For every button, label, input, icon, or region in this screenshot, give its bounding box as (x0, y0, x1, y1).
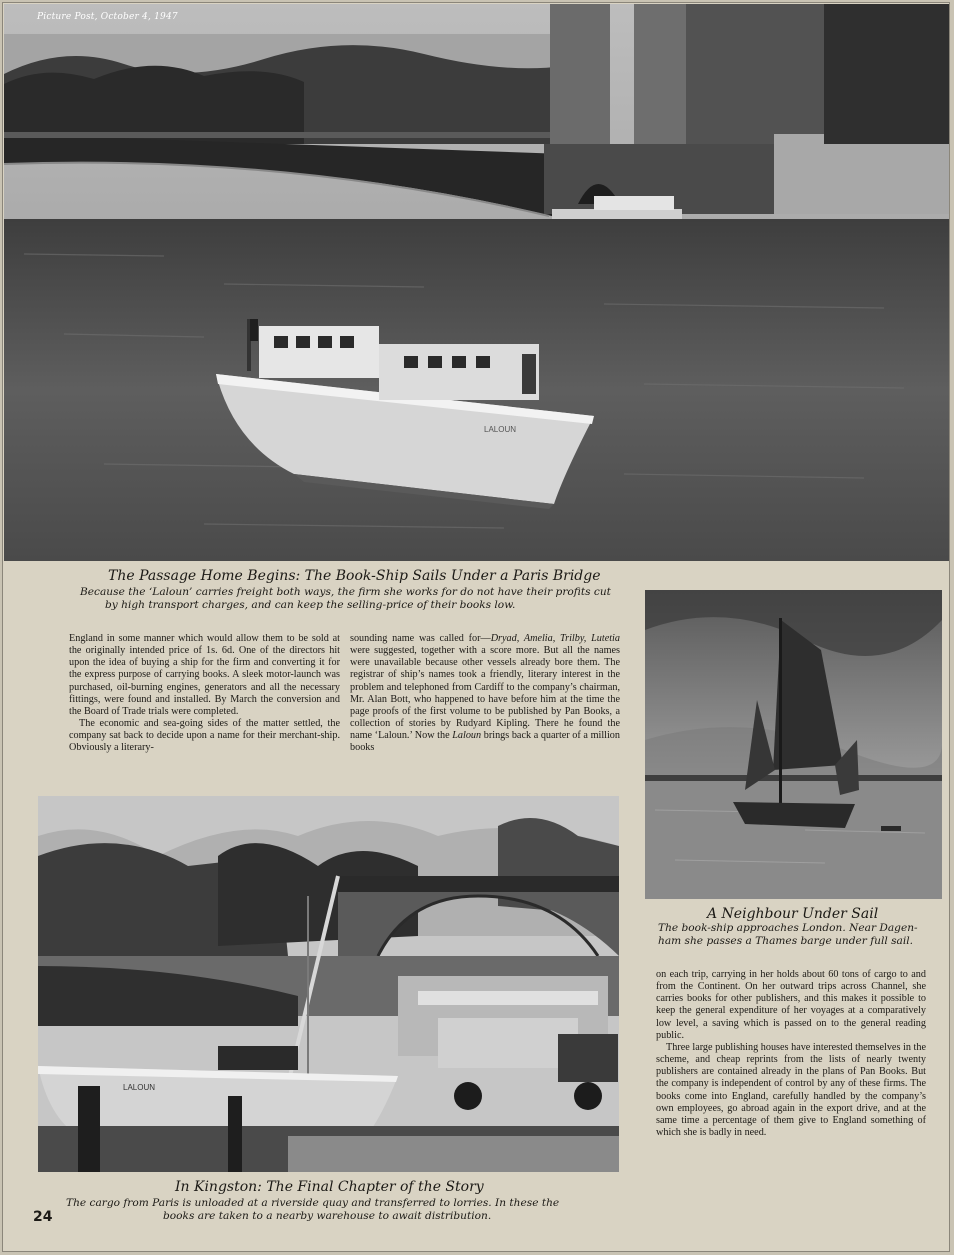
article-column-2 (350, 633, 620, 755)
hull-name-label: LALOUN (484, 425, 517, 434)
kingston-photo-caption-line-2: books are taken to a nearby warehouse to await distribution. (163, 1210, 492, 1222)
sail-photo-caption-line-2: ham she passes a Thames barge under full sail. (658, 935, 913, 947)
col2-text-b: were suggested, together with a score more. But all the names were unavailable because other vessels already bore them. The registrar of ship’s names took a friendly, literary interest in the problem and telephoned from Cardiff to the company’s chairman, Mr. Alan Bott, who happened to have before him at the time the page proofs of the first volume to be published by Pan Books, a collection of stories by Rudyard Kipling. There he found the name ‘Laloun.’ Now the (350, 645, 620, 742)
top-photo-caption-line-2: by high transport charges, and can keep the selling-price of their books low. (105, 599, 516, 611)
thames-barge-photo (645, 590, 942, 899)
page-number: 24 (33, 1209, 53, 1225)
article-col1-para-2: The economic and sea-going sides of the matter settled, the company sat back to decide upon a name for their merchant-ship. Obviously a literary- (69, 718, 340, 754)
paris-bridge-image (4, 4, 950, 561)
magazine-page (2, 2, 950, 1252)
kingston-photo-caption-line-1: The cargo from Paris is unloaded at a riverside quay and transferred to lorries. In these the (66, 1197, 560, 1209)
ship-name-candidates: Dryad, Amelia, Trilby, Lutetia (490, 633, 620, 644)
issue-folio: Picture Post, October 4, 1947 (37, 12, 178, 22)
article-col3-para-1: on each trip, carrying in her holds about 60 tons of cargo to and from the Continent. On her outward trips across Channel, she carries books for other publishers, and this makes it possible to keep the general expenditure of her voyages at a comparatively low level, a saving which is passed on to the general reading public. (656, 969, 926, 1041)
sail-photo-caption-line-1: The book-ship approaches London. Near Dagen- (658, 922, 918, 934)
ship-name: Laloun (452, 730, 482, 742)
kingston-quay-image (38, 796, 619, 1172)
col2-text-c: brings back a quarter of a million books (350, 730, 620, 754)
col2-text-a: sounding name was called for— (350, 633, 491, 644)
article-col2-para (350, 633, 620, 755)
kingston-quay-photo (38, 796, 619, 1172)
sail-photo-title: A Neighbour Under Sail (707, 906, 879, 922)
thames-barge-image (645, 590, 942, 899)
top-photo-caption-line-1: Because the ‘Laloun’ carries freight both ways, the firm she works for do not have their profits cut (80, 586, 611, 598)
paris-bridge-photo (4, 4, 950, 561)
article-column-1 (69, 633, 340, 755)
article-column-3 (656, 969, 926, 1139)
kingston-hull-label: LALOUN (123, 1083, 156, 1092)
kingston-photo-title: In Kingston: The Final Chapter of the Story (175, 1179, 484, 1195)
top-photo-title: The Passage Home Begins: The Book-Ship Sails Under a Paris Bridge (108, 568, 601, 584)
article-col3-para-2: Three large publishing houses have interested themselves in the scheme, and cheap reprints from the lists of nearly twenty publishers are contained already in the plans of Pan Books. But the company is independent of control by any of these firms. The books come into England, carefully handled by the company’s own employees, go abroad again in the export drive, and at the same time a percentage of them give to England something of which she is badly in need. (656, 1041, 926, 1139)
article-col1-para-1: England in some manner which would allow them to be sold at the originally intended price of 1s. 6d. One of the directors hit upon the idea of buying a ship for the firm and converting it for the express purpose of carrying books. A sleek motor-launch was purchased, oil-burning engines, generators and all the necessary fittings, were found and installed. By March the conversion and the Board of Trade trials were completed. (69, 633, 340, 717)
